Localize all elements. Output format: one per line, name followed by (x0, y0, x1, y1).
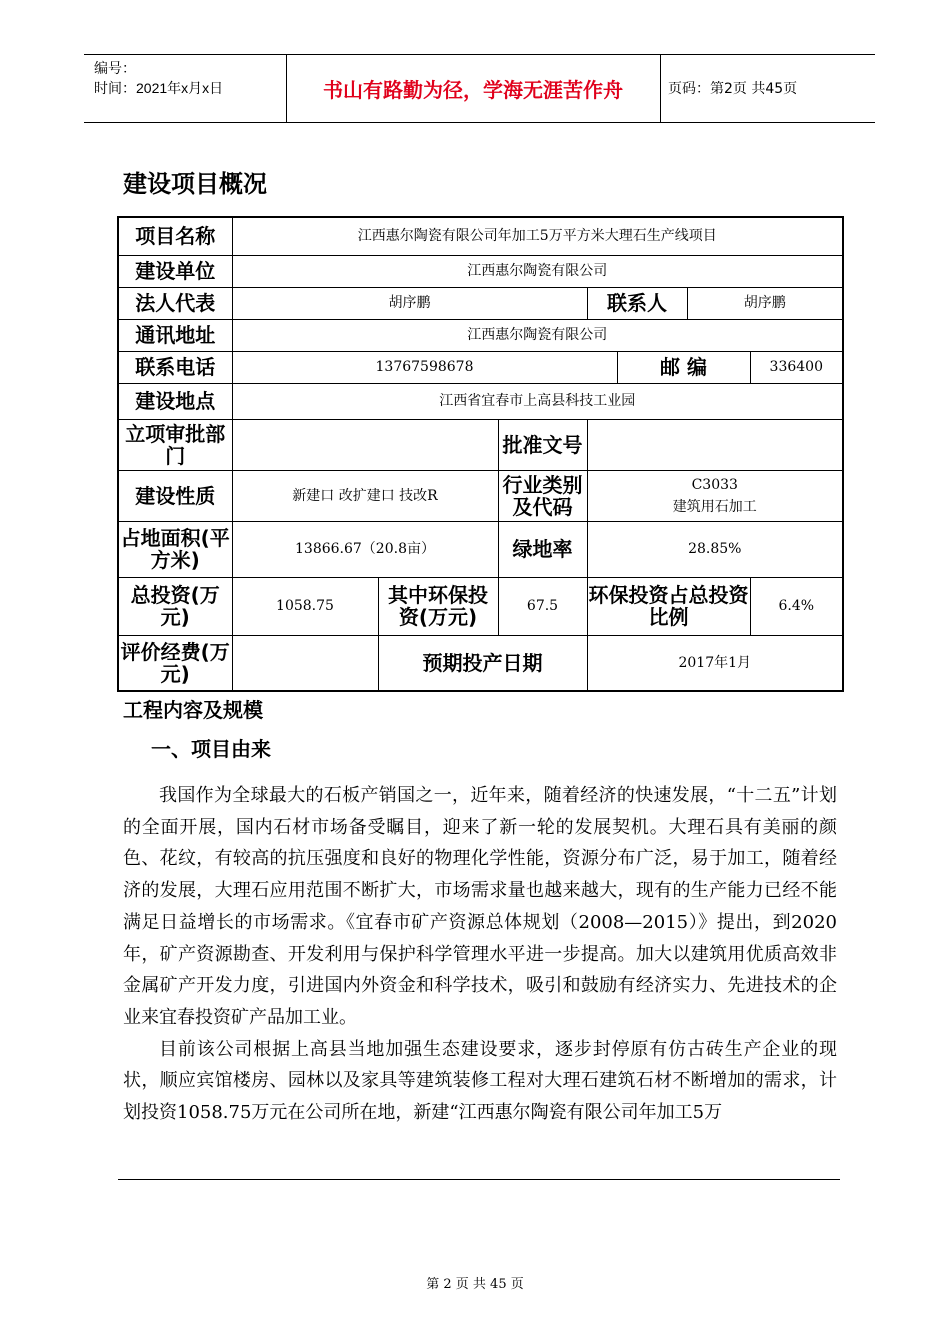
site-label: 建设地点 (118, 383, 232, 419)
header-motto: 书山有路勤为径，学海无涯苦作舟 (323, 77, 623, 102)
number-label: 编号： (94, 60, 136, 76)
table-row (118, 419, 843, 470)
time-label: 时间：2021年x月x日 (94, 80, 224, 96)
fee-label: 评价经费(万元) (118, 635, 232, 691)
approval-dept-value (232, 419, 498, 470)
industry-code: C3033 (691, 476, 738, 493)
contact-label: 联系人 (587, 287, 687, 319)
body-text (123, 780, 837, 1129)
header-bottom-rule (84, 122, 875, 123)
env-ratio-value: 6.4% (750, 577, 843, 635)
paragraph: 目前该公司根据上高县当地加强生态建设要求，逐步封停原有仿古砖生产企业的现状，顺应宾馆楼房、园林以及家具等建筑装修工程对大理石建筑石材不断增加的需求，计划投资1058.75万元在公司所在地，新建“江西惠尔陶瓷有限公司年加工5万 (123, 1038, 837, 1124)
header-page-label: 页码：第2页 共45页 (668, 81, 798, 97)
approval-no-label: 批准文号 (498, 419, 587, 470)
invest-value: 1058.75 (232, 577, 378, 635)
green-value: 28.85% (587, 521, 843, 577)
bottom-rule (118, 1179, 840, 1180)
builder-label: 建设单位 (118, 255, 232, 287)
table-row (118, 319, 843, 351)
table-row (118, 351, 843, 383)
green-label: 绿地率 (498, 521, 587, 577)
paragraph: 我国作为全球最大的石板产销国之一，近年来，随着经济的快速发展，“十二五”计划的全面开展，国内石材市场备受瞩目，迎来了新一轮的发展契机。大理石具有美丽的颜色、花纹，有较高的抗压强度和良好的物理化学性能，资源分布广泛，易于加工，随着经济的发展，大理石应用范围不断扩大，市场需求量也越来越大，现有的生产能力已经不能满足日益增长的市场需求。《宜春市矿产资源总体规划（2008—2015）》提出，到2020年，矿产资源勘查、开发利用与保护科学管理水平进一步提高。加大以建筑用优质高效非金属矿产开发力度，引进国内外资金和科学技术，吸引和鼓励有经济实力、先进技术的企业来宜春投资矿产品加工业。 (123, 785, 837, 1028)
fee-value (232, 635, 378, 691)
industry-label: 行业类别及代码 (498, 470, 587, 521)
subsection-title: 一、项目由来 (151, 737, 271, 761)
postcode-label: 邮 编 (617, 351, 750, 383)
phone-label: 联系电话 (118, 351, 232, 383)
address-value: 江西惠尔陶瓷有限公司 (232, 319, 843, 351)
table-row (118, 287, 843, 319)
header-meta (94, 58, 223, 98)
nature-value: 新建口 改扩建口 技改R (232, 470, 498, 521)
address-label: 通讯地址 (118, 319, 232, 351)
area-value: 13866.67（20.8亩） (232, 521, 498, 577)
project-name-label: 项目名称 (118, 217, 232, 255)
phone-value: 13767598678 (232, 351, 617, 383)
header-divider (660, 54, 661, 122)
scope-title: 工程内容及规模 (123, 698, 263, 722)
postcode-value: 336400 (750, 351, 843, 383)
legal-rep-label: 法人代表 (118, 287, 232, 319)
site-value: 江西省宜春市上高县科技工业园 (232, 383, 843, 419)
area-label: 占地面积(平方米) (118, 521, 232, 577)
project-overview-table (117, 216, 844, 692)
table-row (118, 470, 843, 521)
env-invest-value: 67.5 (498, 577, 587, 635)
env-ratio-label: 环保投资占总投资比例 (587, 577, 750, 635)
industry-value (587, 470, 843, 521)
table-row (118, 577, 843, 635)
table-row (118, 521, 843, 577)
env-invest-label: 其中环保投资(万元) (378, 577, 498, 635)
table-row (118, 255, 843, 287)
table-row (118, 635, 843, 691)
date-label: 预期投产日期 (378, 635, 587, 691)
approval-no-value (587, 419, 843, 470)
invest-label: 总投资(万元) (118, 577, 232, 635)
date-value: 2017年1月 (587, 635, 843, 691)
contact-value: 胡序鹏 (687, 287, 843, 319)
project-name-value: 江西惠尔陶瓷有限公司年加工5万平方米大理石生产线项目 (232, 217, 843, 255)
page-footer: 第 2 页 共 45 页 (426, 1277, 524, 1292)
table-row (118, 383, 843, 419)
section-title: 建设项目概况 (123, 170, 267, 198)
table-row (118, 217, 843, 255)
legal-rep-value: 胡序鹏 (232, 287, 587, 319)
approval-dept-label: 立项审批部门 (118, 419, 232, 470)
nature-label: 建设性质 (118, 470, 232, 521)
builder-value: 江西惠尔陶瓷有限公司 (232, 255, 843, 287)
industry-name: 建筑用石加工 (672, 498, 757, 515)
